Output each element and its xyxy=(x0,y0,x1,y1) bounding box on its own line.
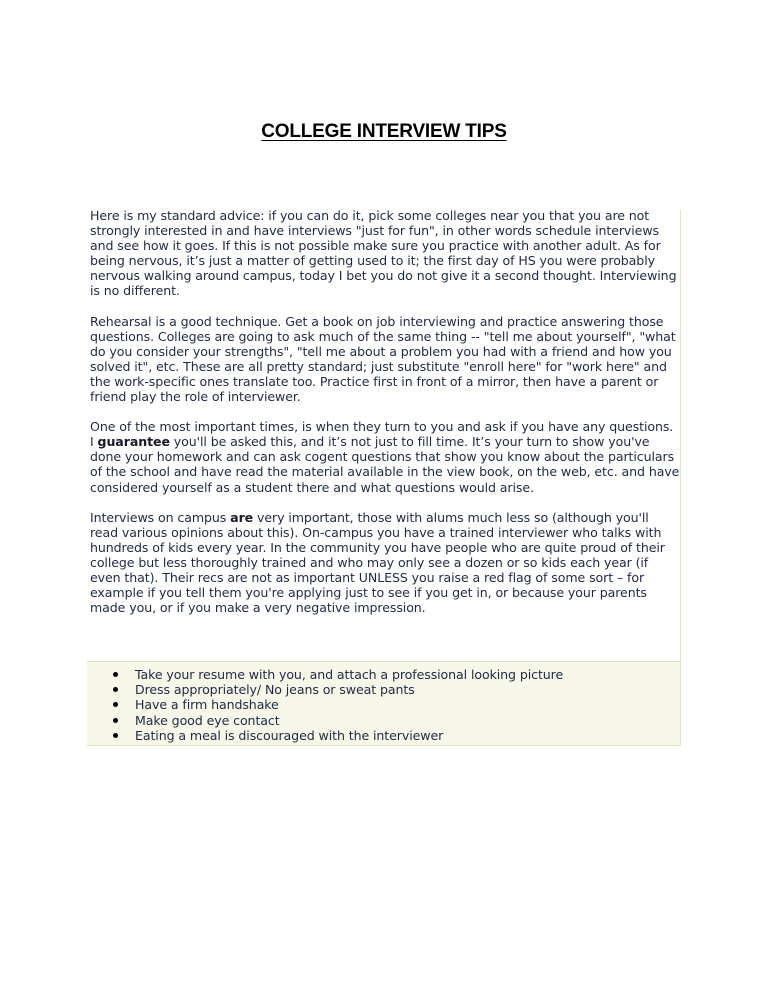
paragraph-on-campus xyxy=(87,510,680,616)
list-item-text: Eating a meal is discouraged with the interviewer xyxy=(135,727,444,743)
paragraph-on-campus-part1: Interviews on campus xyxy=(90,509,231,525)
paragraph-on-campus-part2: very important, those with alums much less so (although you'll read various opinions about this). On-campus you have a trained interviewer who talks with hundreds of kids every year. In the community you have people who are quite proud of their college but less thoroughly trained and who may only see a dozen or so kids each year (if even that). Their recs are not as important UNLESS you raise a red flag of some sort – for example if you tell them you're applying just to see if you get in, or because your parents made you, or if you make a very negative impression. xyxy=(90,509,665,616)
list-item-text: Make good eye contact xyxy=(135,712,280,728)
list-item-text: Dress appropriately/ No jeans or sweat pants xyxy=(135,682,415,698)
tips-list xyxy=(87,667,563,743)
list-item xyxy=(87,713,563,728)
emphasis-guarantee: guarantee xyxy=(97,434,170,450)
list-item xyxy=(87,667,563,682)
bullet-icon xyxy=(113,733,118,738)
list-item xyxy=(87,728,563,743)
advice-section xyxy=(87,210,681,661)
emphasis-are: are xyxy=(230,509,254,525)
list-item-text: Take your resume with you, and attach a professional looking picture xyxy=(135,667,564,682)
bullet-icon xyxy=(113,702,118,707)
paragraph-rehearsal: Rehearsal is a good technique. Get a book on job interviewing and practice answering those questions. Colleges are going to ask much of the same thing -- "tell me about yourself", "what do you consider your strengths", "tell me about a problem you had with a friend and how you solved it", etc. These are all pretty standard; just substitute "enroll here" for "work here" and the work-specific ones translate too. Practice first in front of a mirror, then have a parent or friend play the role of interviewer. xyxy=(90,313,676,405)
bullet-icon xyxy=(113,718,118,723)
list-item-text: Have a firm handshake xyxy=(135,697,279,713)
paragraph-standard-advice: Here is my standard advice: if you can do it, pick some colleges near you that you are not strongly interested in and have interviews "just for fun", in other words schedule interviews and see how it goes. If this is not possible make sure you practice with another adult. As for being nervous, it’s just a matter of getting used to it; the first day of HS you were probably nervous walking around campus, today I bet you do not give it a second thought. Interviewing is no different. xyxy=(90,208,677,299)
bullet-icon xyxy=(113,672,118,677)
paragraph-questions xyxy=(87,419,680,494)
paragraph-questions-part2: you'll be asked this, and it’s not just to fill time. It’s your turn to show you've done your homework and can ask cogent questions that show you know about the particulars of the school and have read the material available in the view book, on the web, etc. and have considered yourself as a student there and what questions would arise. xyxy=(90,434,680,495)
paragraph-questions-part1: One of the most important times, is when they turn to you and ask if you have any questions. I xyxy=(90,419,674,450)
list-item xyxy=(87,682,563,697)
bullet-icon xyxy=(113,687,118,692)
tips-list-section xyxy=(87,661,681,746)
page-title: COLLEGE INTERVIEW TIPS xyxy=(261,121,507,142)
list-item xyxy=(87,697,563,712)
